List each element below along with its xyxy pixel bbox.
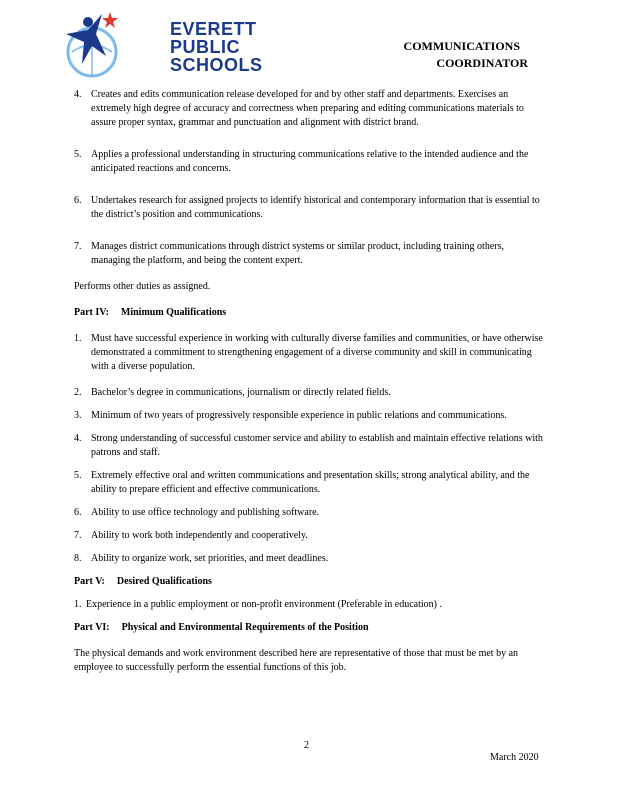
- desired-qualification-item: [74, 598, 544, 612]
- item-text: Minimum of two years of progressively responsible experience in public relations and communications.: [91, 410, 507, 421]
- item-text: Strong understanding of successful customer service and ability to establish and maintain effective relations with patrons and staff.: [91, 433, 543, 458]
- duty-item: [74, 88, 544, 130]
- duty-item: [74, 194, 544, 222]
- qualification-item: [74, 506, 544, 520]
- logo-wordmark: [170, 20, 263, 74]
- part-label: Part IV:: [74, 307, 109, 318]
- item-number: 5.: [74, 149, 82, 160]
- other-duties: Performs other duties as assigned.: [74, 281, 211, 292]
- item-text: Ability to organize work, set priorities, and meet deadlines.: [91, 553, 329, 564]
- logo-line-2: PUBLIC: [170, 37, 240, 57]
- part-v-heading: [74, 575, 544, 589]
- part-title: Desired Qualifications: [116, 576, 212, 587]
- document-title: [403, 38, 528, 72]
- item-number: 8.: [74, 553, 82, 564]
- part-label: Part V:: [74, 576, 105, 587]
- logo-figure-icon: [62, 8, 122, 80]
- page-number: 2: [304, 740, 309, 751]
- logo-line-3: SCHOOLS: [170, 55, 263, 75]
- qualification-item: [74, 529, 544, 543]
- qualification-item: [74, 432, 544, 460]
- item-number: 1.: [74, 599, 82, 610]
- item-text: Ability to work both independently and cooperatively.: [91, 530, 308, 541]
- item-number: 2.: [74, 387, 82, 398]
- item-text: Creates and edits communication release developed for and by other staff and departments. Exercises an extremely high degree of accuracy and correctness when preparing and editing communications materials to assure proper syntax, grammar and punctuation and alignment with district brand.: [91, 89, 524, 128]
- item-text: Undertakes research for assigned projects to identify historical and contemporary information that is essential to the district’s position and communications.: [91, 195, 540, 220]
- qualification-item: [74, 386, 544, 400]
- item-text: Must have successful experience in working with culturally diverse families and communities, or have otherwise demonstrated a commitment to strengthening engagement of a diverse community and skill in communicating with a diverse population.: [91, 333, 543, 372]
- item-number: 6.: [74, 195, 82, 206]
- part-vi-heading: [74, 621, 544, 635]
- qualification-item: [74, 469, 544, 497]
- item-number: 7.: [74, 530, 82, 541]
- qualification-item: [74, 552, 544, 566]
- item-number: 4.: [74, 433, 82, 444]
- item-text: Manages district communications through district systems or similar product, including training others, managing the platform, and being the content expert.: [91, 241, 504, 266]
- title-line-1: COMMUNICATIONS: [403, 39, 520, 53]
- district-logo: [62, 8, 262, 80]
- qualification-item: [74, 409, 544, 423]
- item-text: Extremely effective oral and written communications and presentation skills; strong analytical ability, and the ability to prepare efficient and effective communications.: [91, 470, 530, 495]
- item-number: 6.: [74, 507, 82, 518]
- item-text: Experience in a public employment or non-profit environment (Preferable in education) .: [86, 599, 442, 610]
- item-number: 3.: [74, 410, 82, 421]
- item-number: 1.: [74, 333, 82, 344]
- item-number: 4.: [74, 89, 82, 100]
- item-text: Ability to use office technology and publishing software.: [91, 507, 320, 518]
- item-number: 7.: [74, 241, 82, 252]
- item-text: Bachelor’s degree in communications, journalism or directly related fields.: [91, 387, 391, 398]
- title-line-2: COORDINATOR: [436, 56, 528, 70]
- part-title: Physical and Environmental Requirements of the Position: [121, 622, 369, 633]
- logo-line-1: EVERETT: [170, 19, 257, 39]
- duty-item: [74, 240, 544, 268]
- duty-item: [74, 148, 544, 176]
- document-body: [74, 88, 544, 675]
- qualification-item: [74, 332, 544, 374]
- revision-date: March 2020: [490, 752, 539, 763]
- item-text: Applies a professional understanding in structuring communications relative to the intended audience and the anticipated reactions and concerns.: [91, 149, 529, 174]
- item-number: 5.: [74, 470, 82, 481]
- part-label: Part VI:: [74, 622, 110, 633]
- physical-requirements-text: The physical demands and work environment described here are representative of those that must be met by an employee to successfully perform the essential functions of this job.: [74, 648, 519, 673]
- part-iv-heading: [74, 306, 544, 320]
- part-title: Minimum Qualifications: [120, 307, 227, 318]
